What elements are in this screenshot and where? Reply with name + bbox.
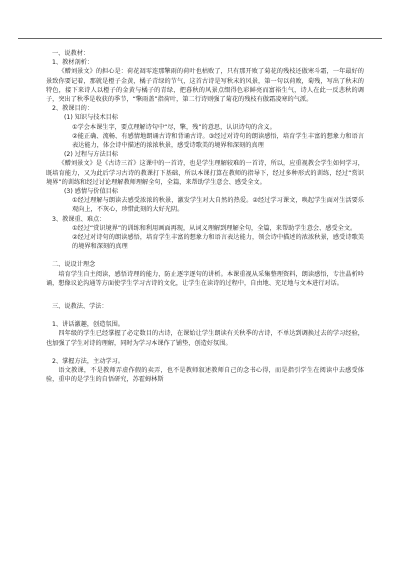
subheading: 2、掌握方法，主动学习。: [52, 357, 124, 365]
subheading: (1) 知识与技术目标: [64, 114, 119, 122]
document-body: [46, 43, 364, 385]
subheading: 1、教材剖析：: [52, 59, 94, 67]
list-item: ②能正确、流畅、有感情地朗诵古诗和背诵古诗。③经过对诗句的朗读感悟，培育学生丰富的想象力和语言表达能力，体会诗中描述的浓浓秋景，感受诗歌美的境界和深刻的真理: [72, 132, 364, 150]
subheading: 1、讲话激趣，创造氛围。: [52, 321, 124, 329]
subheading: (3) 感情与价值目标: [64, 188, 119, 196]
paragraph: 四年级的学生已经掌握了必定数目的古诗，在课始让学生朗读有关秋季的古诗，不单达到调换过去的学习经验，也加强了学生对诗的理解，同时为学习本课作了铺垫，创造好氛围。: [46, 330, 364, 347]
header-rule: [18, 38, 382, 39]
list-item: ①经过理解与朗读去感受浓浓的秋景，激发学生对大自然的热爱。②经过学习课文，唤起学生面对生活要乐观向上，不灰心，珍惜此刻的大好光阴。: [72, 197, 364, 214]
subheading: 2、教课目的：: [52, 105, 94, 113]
list-item: ①学会本课生字，要点理解诗句中“尽，擎，残”的意思，认识诗句的含义。: [72, 123, 276, 131]
list-item: ①经过“赏识境界”的训练和利用画面再现，从词义理解到理解全句，全篇，来帮助学生意会、感受全文。: [72, 224, 357, 232]
paragraph: 《赠刘景文》是《古诗三首》这课中的一首诗，也是学生理解较难的一首诗，所以，应重视教会学生如何学习，既培育能力，又为此后学习古诗的教课打下基础，所以本课打算在教师的指导下，经过多种形式的训练，经过“赏识境界”的训练和经过讨论理解教师理解全句，全篇，来帮助学生意会、感受全文。: [46, 160, 364, 186]
list-item: ②经过对诗句的朗读感悟，培育学生丰富的想象力和语言表达能力，领会诗中描述的浓浓秋景，感受诗歌美的境界和深刻的真理: [72, 234, 364, 251]
paragraph: 培育学生自主阅读，感悟诗理的能力，防止逐字逐句的讲析。本课重视从采集整理资料，朗读感悟，专注晶析吟诵，想像议论沟通等方面使学生学习古诗的文化，让学生在读诗的过程中，自由地、充足地与文本进行对话。: [46, 270, 364, 287]
paragraph: 语文教课，不是教师弄虚作假的卖弄，也不是教师叙述教师自己的念书心得，而是指引学生在阅读中去感受体验，重申的是学生的自悟研究，苏霍姆林斯: [46, 367, 364, 384]
subheading: 3、教课重、难点：: [52, 215, 106, 223]
section-heading: 二、说设计理念: [52, 261, 96, 269]
paragraph: 《赠刘景文》的担心是：荷花凋零连那擎雨的荷叶也枯败了，只有那开败了菊花的残枝还傲寒斗霜，一年最好的景致你要记着，那就是橙子金黄，橘子青绿的节气，这首古诗是写秋末的风景，第一句以荷败，菊残，写出了秋末的特色，接下来诗人以橙子的金黄与橘子的青绿，把暮秋的风景点缀得色彩鲜亮而富裕生气，诗人在此一反悲秋的调子，突出了秋季是收获的季节，“擎雨盖”指荷叶，第二行诗则强了菊花的残枝有傲霜凌寒的气派。: [46, 68, 364, 104]
section-heading: 一、说教材：: [52, 50, 90, 57]
subheading: (2) 过程与方法目标: [64, 151, 119, 159]
section-heading: 三、说教法、学法：: [52, 303, 108, 311]
